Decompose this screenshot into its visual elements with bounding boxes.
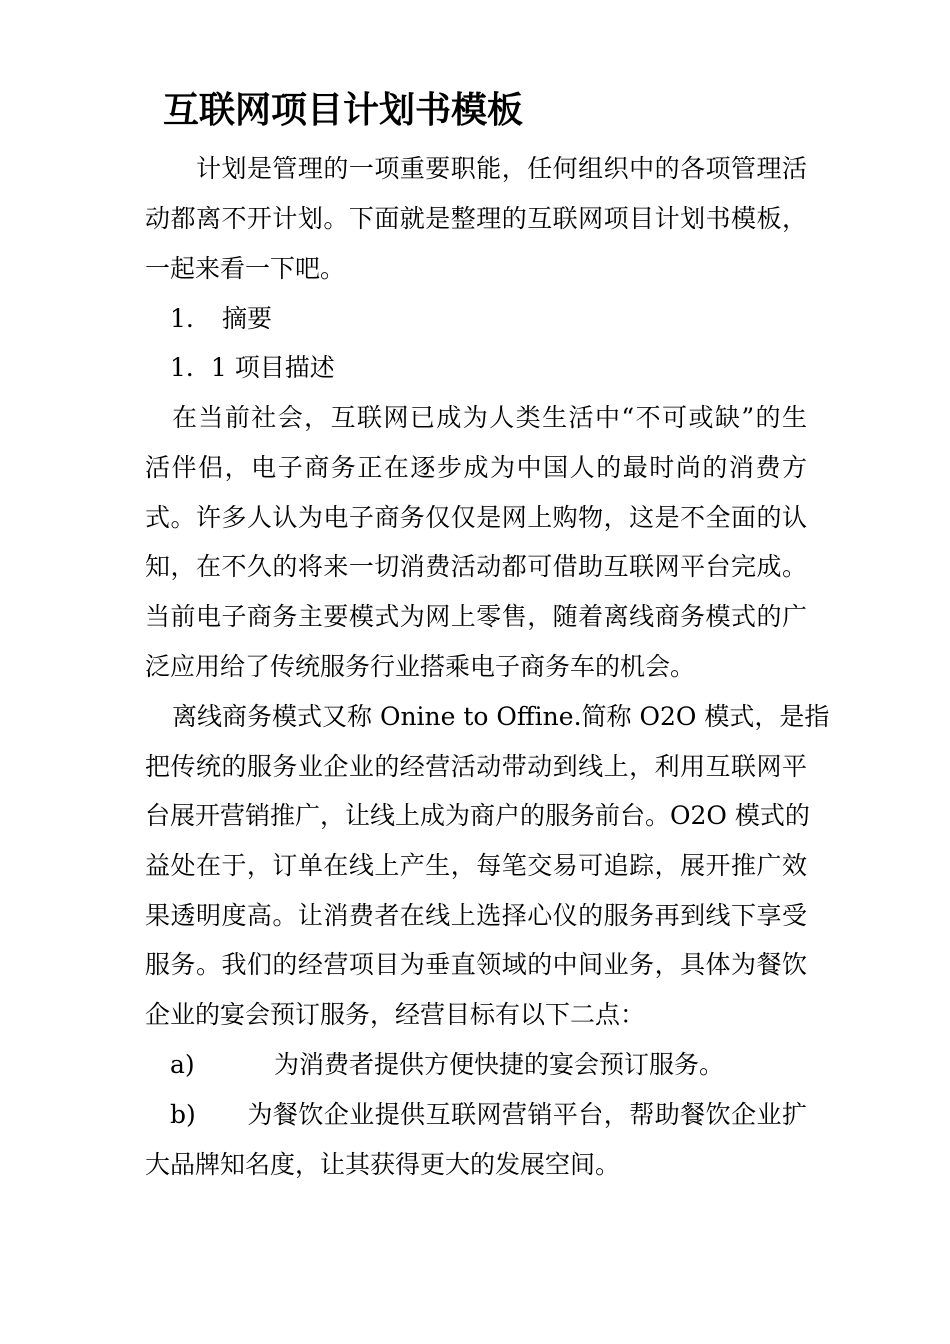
para1-line-3: 式。许多人认为电子商务仅仅是网上购物，这是不全面的认	[145, 503, 807, 532]
section-label: 摘要	[222, 304, 273, 333]
intro-line-3: 一起来看一下吧。	[145, 254, 346, 283]
para2-line-2: 把传统的服务业企业的经营活动带动到线上，利用互联网平	[145, 752, 807, 781]
list-marker-a: a)	[170, 1050, 195, 1079]
list-text-a: 为消费者提供方便快捷的宴会预订服务。	[274, 1050, 725, 1079]
para1-line-1: 在当前社会，互联网已成为人类生活中“不可或缺”的生	[172, 403, 807, 432]
para2-line-7: 企业的宴会预订服务，经营目标有以下二点：	[145, 1000, 646, 1029]
list-text-b: 为餐饮企业提供互联网营销平台，帮助餐饮企业扩	[247, 1100, 807, 1129]
para2-line-5: 果透明度高。让消费者在线上选择心仪的服务再到线下享受	[145, 901, 807, 930]
document-title: 互联网项目计划书模板	[163, 89, 524, 131]
para1-line-2: 活伴侣，电子商务正在逐步成为中国人的最时尚的消费方	[145, 453, 807, 482]
para2-line-6: 服务。我们的经营项目为垂直领域的中间业务，具体为餐饮	[145, 950, 807, 979]
para2-line-1: 离线商务模式又称 Onine to Offine.简称 O2O 模式，是指	[172, 702, 830, 731]
intro-line-1: 计划是管理的一项重要职能，任何组织中的各项管理活	[196, 154, 807, 183]
section-heading-1-1: 1．1 项目描述	[170, 353, 335, 382]
list-item-b-continuation: 大品牌知名度，让其获得更大的发展空间。	[145, 1150, 621, 1179]
para1-line-5: 当前电子商务主要模式为网上零售，随着离线商务模式的广	[145, 602, 807, 631]
section-heading-1	[170, 301, 272, 337]
section-number: 1.	[170, 304, 194, 333]
list-item-a	[170, 1047, 724, 1083]
list-marker-b: b)	[170, 1100, 196, 1129]
list-item-b	[170, 1097, 807, 1133]
para1-line-4: 知，在不久的将来一切消费活动都可借助互联网平台完成。	[145, 552, 807, 581]
para2-line-4: 益处在于，订单在线上产生，每笔交易可追踪，展开推广效	[145, 851, 807, 880]
para2-line-3: 台展开营销推广，让线上成为商户的服务前台。O2O 模式的	[145, 801, 810, 830]
intro-line-2: 动都离不开计划。下面就是整理的互联网项目计划书模板，	[145, 204, 807, 233]
para1-line-6: 泛应用给了传统服务行业搭乘电子商务车的机会。	[145, 652, 696, 681]
